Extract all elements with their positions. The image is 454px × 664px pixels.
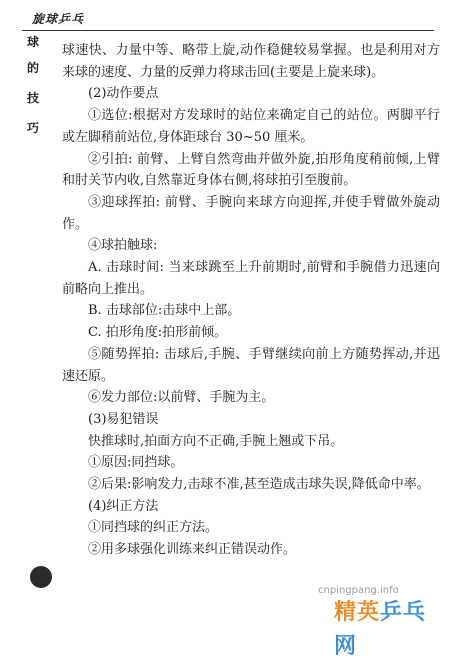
side-char: 的 <box>26 61 39 75</box>
section-heading: (2)动作要点 <box>88 86 159 102</box>
paragraph: 球速快、力量中等、略带上旋,动作稳健较易掌握。也是利用对方来球的速度、力量的反弹力将球击回(主要是上旋来球)。 <box>62 43 440 80</box>
page-number-badge <box>30 566 52 588</box>
side-char: 巧 <box>26 121 39 135</box>
paragraph: C. 拍形角度:拍形前倾。 <box>88 325 228 341</box>
paragraph: ⑤随势挥拍: 击球后,手腕、手臂继续向前上方随势挥动,并迅速还原。 <box>62 346 440 384</box>
section-heading: (4)纠正方法 <box>88 498 159 514</box>
paragraph: A. 击球时间: 当来球跳至上升前期时,前臂和手腕借力迅速向前略向上推出。 <box>62 260 440 297</box>
side-bar-chapter-label <box>20 31 46 143</box>
paragraph: ④球拍触球: <box>88 238 158 254</box>
paragraph: ②后果:影响发力,击球不准,甚至造成击球失误,降低命中率。 <box>88 477 430 493</box>
side-char: 技 <box>26 91 39 105</box>
paragraph: ②引拍: 前臂、上臂自然弯曲并做外旋,拍形角度稍前倾,上臂和肘关节内收,自然靠近身体右侧,将球拍引至腹前。 <box>62 151 440 189</box>
paragraph: ①选位:根据对方发球时的站位来确定自己的站位。两脚平行或左脚稍前站位,身体距球台 30~50 厘米。 <box>62 108 440 145</box>
paragraph: ③迎球挥拍: 前臂、手腕向来球方向迎挥,并使手臂做外旋动作。 <box>62 194 440 232</box>
paragraph: ①同挡球的纠正方法。 <box>88 520 219 536</box>
running-header-title: 旋球乒乓 <box>32 12 85 26</box>
watermark-logo <box>334 596 444 659</box>
section-heading: (3)易犯错误 <box>88 411 159 427</box>
paragraph: ⑥发力部位:以前臂、手腕为主。 <box>88 390 275 406</box>
paragraph: ②用多球强化训练来纠正错误动作。 <box>88 542 297 558</box>
paragraph: B. 击球部位:击球中上部。 <box>88 303 241 319</box>
header-rule <box>22 30 434 31</box>
side-char: 球 <box>26 35 39 49</box>
paragraph: 快推球时,拍面方向不正确,手腕上翘或下吊。 <box>88 433 344 449</box>
watermark-logo-text: 精英乒乓网 <box>334 600 427 659</box>
body-text <box>62 40 440 561</box>
paragraph: ①原因:同挡球。 <box>88 455 184 471</box>
watermark-url: cnpingpang.info <box>318 585 399 596</box>
